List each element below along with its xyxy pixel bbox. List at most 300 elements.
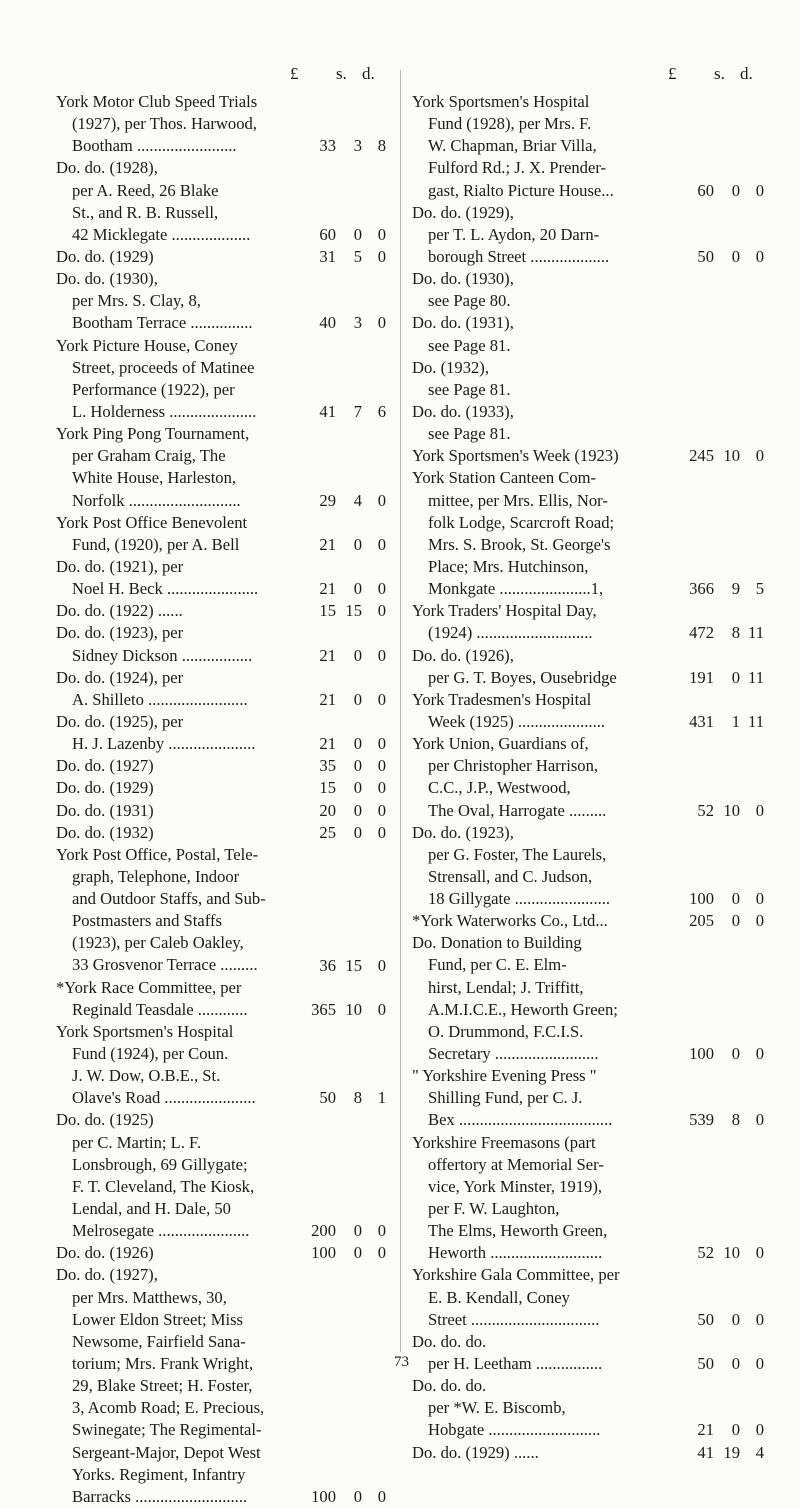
- ledger-entry: [56, 1109, 386, 1242]
- entry-line: see Page 80.: [428, 291, 511, 311]
- pence-value: 6: [377, 401, 386, 421]
- left-column: [56, 64, 386, 1508]
- entry-amount: [290, 955, 386, 977]
- shillings-value: 15: [345, 955, 362, 975]
- pence-value: 0: [755, 1309, 764, 1329]
- pounds-value: 100: [689, 889, 714, 909]
- entry-amount: [290, 999, 386, 1021]
- entry-amount: [290, 578, 386, 600]
- entry-line: Postmasters and Staffs: [72, 911, 222, 931]
- entry-amount: [290, 645, 386, 667]
- entry-line: hirst, Lendal; J. Triffitt,: [428, 977, 584, 997]
- entry-line: Do. do. (1922) ......: [56, 601, 183, 621]
- pounds-value: 431: [689, 711, 714, 731]
- entry-line: Yorks. Regiment, Infantry: [72, 1464, 246, 1484]
- entry-line: Do. do. (1921), per: [56, 556, 184, 576]
- pounds-value: 33: [319, 136, 336, 156]
- entry-line: per F. W. Laughton,: [428, 1199, 560, 1219]
- entry-line: F. T. Cleveland, The Kiosk,: [72, 1176, 255, 1196]
- pounds-value: 50: [697, 1354, 714, 1374]
- ledger-entry: [412, 822, 764, 911]
- pence-value: 8: [377, 136, 386, 156]
- entry-line: C.C., J.P., Westwood,: [428, 778, 571, 798]
- entry-amount: [668, 1242, 764, 1264]
- entry-line: Do. do. (1929): [56, 246, 154, 266]
- entry-line: and Outdoor Staffs, and Sub-: [72, 889, 266, 909]
- entry-amount: [668, 1109, 764, 1131]
- entry-line: Week (1925) .....................: [428, 711, 606, 731]
- pence-value: 0: [755, 180, 764, 200]
- entry-line: Bex .....................................: [428, 1110, 613, 1130]
- entry-amount: [290, 224, 386, 246]
- pounds-value: 21: [319, 534, 336, 554]
- entry-amount: [668, 910, 764, 932]
- entry-line: folk Lodge, Scarcroft Road;: [428, 512, 615, 532]
- pence-value: 0: [377, 1486, 386, 1506]
- pence-value: 0: [755, 911, 764, 931]
- entry-line: Barracks ...........................: [72, 1486, 248, 1506]
- ledger-entry: [412, 401, 764, 445]
- shillings-value: 0: [353, 778, 362, 798]
- ledger-entry: [56, 157, 386, 246]
- ledger-entry: [56, 600, 386, 622]
- pence-value: 0: [377, 534, 386, 554]
- shillings-value: 0: [353, 534, 362, 554]
- pounds-value: 21: [319, 645, 336, 665]
- pence-value: 0: [755, 889, 764, 909]
- entry-line: Do. do. (1931),: [412, 313, 514, 333]
- pounds-value: 52: [697, 800, 714, 820]
- entry-amount: [290, 401, 386, 423]
- entry-line: Do. do. (1928),: [56, 158, 158, 178]
- pence-value: 11: [748, 711, 764, 731]
- entry-amount: [668, 1419, 764, 1441]
- page-number: 73: [394, 1354, 409, 1370]
- entry-line: mittee, per Mrs. Ellis, Nor-: [428, 490, 608, 510]
- entry-line: York Picture House, Coney: [56, 335, 238, 355]
- entry-line: The Oval, Harrogate .........: [428, 800, 607, 820]
- entry-line: Do. do. (1930),: [412, 269, 514, 289]
- shillings-value: 8: [731, 1110, 740, 1130]
- shillings-value: 0: [353, 756, 362, 776]
- pounds-value: 21: [319, 579, 336, 599]
- entry-line: graph, Telephone, Indoor: [72, 866, 240, 886]
- pence-value: 1: [377, 1088, 386, 1108]
- entry-amount: [290, 246, 386, 268]
- pence-value: 0: [377, 601, 386, 621]
- entry-line: Fund, per C. E. Elm-: [428, 955, 567, 975]
- shillings-value: 5: [353, 246, 362, 266]
- entry-line: per Christopher Harrison,: [428, 756, 599, 776]
- entry-amount: [290, 1486, 386, 1508]
- entry-amount: [290, 490, 386, 512]
- ledger-entry: [412, 312, 764, 356]
- entry-line: York Sportsmen's Week (1923): [412, 446, 619, 466]
- right-column: [412, 64, 764, 1464]
- entry-line: 42 Micklegate ...................: [72, 224, 251, 244]
- ledger-entry: [412, 1264, 764, 1330]
- shillings-value: 0: [731, 911, 740, 931]
- entry-line: *York Race Committee, per: [56, 977, 242, 997]
- entry-line: Heworth ...........................: [428, 1243, 603, 1263]
- entry-line: Do. do. (1931): [56, 800, 154, 820]
- ledger-entry: [412, 1442, 764, 1464]
- column-divider: [400, 70, 401, 1352]
- pence-value: 0: [377, 1221, 386, 1241]
- entry-line: O. Drummond, F.C.I.S.: [428, 1021, 584, 1041]
- entry-line: Do. do. (1927): [56, 756, 154, 776]
- entry-line: Fund (1928), per Mrs. F.: [428, 114, 592, 134]
- pence-value: 0: [377, 756, 386, 776]
- entry-line: offertory at Memorial Ser-: [428, 1154, 604, 1174]
- entry-line: Street, proceeds of Matinee: [72, 357, 255, 377]
- ledger-entry: [412, 733, 764, 822]
- pounds-value: 21: [319, 734, 336, 754]
- entry-line: per G. T. Boyes, Ousebridge: [428, 667, 617, 687]
- entry-amount: [290, 534, 386, 556]
- entry-line: Sergeant-Major, Depot West: [72, 1442, 261, 1462]
- entry-line: per G. Foster, The Laurels,: [428, 844, 607, 864]
- shillings-value: 1: [731, 711, 740, 731]
- shillings-value: 0: [353, 800, 362, 820]
- pounds-value: 472: [689, 623, 714, 643]
- pence-value: 0: [377, 734, 386, 754]
- entry-line: Fund, (1920), per A. Bell: [72, 534, 240, 554]
- entry-line: (1923), per Caleb Oakley,: [72, 933, 244, 953]
- pence-value: 11: [748, 623, 764, 643]
- pounds-value: 25: [319, 822, 336, 842]
- entry-amount: [668, 1043, 764, 1065]
- pounds-value: 41: [319, 401, 336, 421]
- ledger-entry: [412, 1375, 764, 1441]
- entry-line: Lendal, and H. Dale, 50: [72, 1199, 231, 1219]
- entry-line: Do. do. (1930),: [56, 269, 158, 289]
- entry-line: Fund (1924), per Coun.: [72, 1044, 229, 1064]
- shillings-value: 0: [731, 667, 740, 687]
- entry-line: Fulford Rd.; J. X. Prender-: [428, 158, 607, 178]
- entry-line: York Motor Club Speed Trials: [56, 92, 258, 111]
- entry-line: White House, Harleston,: [72, 468, 237, 488]
- entry-line: Olave's Road ......................: [72, 1088, 256, 1108]
- ledger-entry: [56, 512, 386, 556]
- pence-value: 0: [377, 246, 386, 266]
- entry-line: Do. do. (1923), per: [56, 623, 184, 643]
- entry-line: " Yorkshire Evening Press ": [412, 1066, 597, 1086]
- ledger-entry: [56, 777, 386, 799]
- shillings-value: 10: [345, 999, 362, 1019]
- shillings-header: s.: [714, 64, 725, 83]
- entry-line: Melrosegate ......................: [72, 1221, 250, 1241]
- entry-line: (1924) ............................: [428, 623, 593, 643]
- shillings-value: 0: [353, 689, 362, 709]
- ledger-entry: [56, 667, 386, 711]
- entry-line: 18 Gillygate .......................: [428, 889, 611, 909]
- pounds-value: 50: [697, 247, 714, 266]
- entry-amount: [668, 578, 764, 600]
- entry-line: L. Holderness .....................: [72, 401, 257, 421]
- shillings-value: 8: [731, 623, 740, 643]
- ledger-entry: [412, 645, 764, 689]
- entry-amount: [668, 246, 764, 268]
- entry-line: Do. do. (1927),: [56, 1265, 158, 1285]
- entry-line: York Sportsmen's Hospital: [412, 92, 590, 111]
- entry-line: York Tradesmen's Hospital: [412, 689, 592, 709]
- shillings-value: 8: [353, 1088, 362, 1108]
- entry-line: per C. Martin; L. F.: [72, 1132, 202, 1152]
- pence-value: 0: [377, 490, 386, 510]
- pounds-value: 50: [697, 1309, 714, 1329]
- shillings-value: 0: [353, 734, 362, 754]
- entry-amount: [290, 733, 386, 755]
- entry-line: *York Waterworks Co., Ltd...: [412, 911, 608, 931]
- ledger-entry: [412, 600, 764, 644]
- shillings-value: 19: [723, 1442, 740, 1462]
- entry-amount: [290, 689, 386, 711]
- pence-value: 5: [755, 579, 764, 599]
- entry-line: Yorkshire Gala Committee, per: [412, 1265, 620, 1285]
- ledger-entry: [412, 268, 764, 312]
- entry-line: gast, Rialto Picture House...: [428, 180, 614, 200]
- shillings-value: 0: [353, 1221, 362, 1241]
- entry-line: Newsome, Fairfield Sana-: [72, 1331, 246, 1351]
- ledger-entry: [56, 268, 386, 334]
- pounds-value: 100: [311, 1486, 336, 1506]
- entry-line: Place; Mrs. Hutchinson,: [428, 556, 589, 576]
- shillings-value: 0: [731, 889, 740, 909]
- entry-line: Bootham ........................: [72, 136, 237, 156]
- entry-line: see Page 81.: [428, 335, 511, 355]
- shillings-value: 4: [353, 490, 362, 510]
- entry-amount: [290, 1220, 386, 1242]
- pounds-header: £: [290, 64, 299, 83]
- entry-line: York Post Office Benevolent: [56, 512, 248, 532]
- shillings-value: 3: [353, 136, 362, 156]
- entry-line: vice, York Minster, 1919),: [428, 1176, 603, 1196]
- currency-header: [412, 64, 764, 91]
- shillings-value: 0: [731, 1309, 740, 1329]
- pounds-value: 20: [319, 800, 336, 820]
- entry-amount: [668, 667, 764, 689]
- entry-amount: [668, 800, 764, 822]
- pence-value: 0: [377, 645, 386, 665]
- entry-amount: [668, 888, 764, 910]
- entry-amount: [668, 711, 764, 733]
- pence-value: 0: [377, 822, 386, 842]
- ledger-entry: [412, 1065, 764, 1131]
- entry-line: Do. do. (1926): [56, 1243, 154, 1263]
- entry-line: Do. Donation to Building: [412, 933, 582, 953]
- entry-amount: [668, 180, 764, 202]
- pounds-value: 29: [319, 490, 336, 510]
- pounds-value: 21: [319, 689, 336, 709]
- shillings-value: 15: [345, 601, 362, 621]
- pence-value: 0: [755, 1110, 764, 1130]
- shillings-value: 0: [353, 579, 362, 599]
- pence-value: 0: [755, 247, 764, 266]
- ledger-entry: [56, 844, 386, 977]
- entry-line: The Elms, Heworth Green,: [428, 1221, 608, 1241]
- entry-line: 33 Grosvenor Terrace .........: [72, 955, 258, 975]
- shillings-value: 0: [353, 1486, 362, 1506]
- pence-value: 0: [377, 579, 386, 599]
- entry-amount: [290, 135, 386, 157]
- entry-line: York Sportsmen's Hospital: [56, 1021, 234, 1041]
- entry-line: Lower Eldon Street; Miss: [72, 1309, 243, 1329]
- entry-line: torium; Mrs. Frank Wright,: [72, 1354, 254, 1374]
- entry-line: Mrs. S. Brook, St. George's: [428, 534, 611, 554]
- entry-line: York Post Office, Postal, Tele-: [56, 844, 259, 864]
- ledger-entry: [56, 755, 386, 777]
- entry-line: Do. do. (1932): [56, 822, 154, 842]
- entry-amount: [290, 312, 386, 334]
- pence-header: d.: [362, 64, 375, 83]
- pounds-value: 245: [689, 446, 714, 466]
- entry-line: York Ping Pong Tournament,: [56, 424, 250, 444]
- pounds-value: 52: [697, 1243, 714, 1263]
- shillings-value: 0: [353, 822, 362, 842]
- ledger-entry: [412, 202, 764, 268]
- pence-value: 0: [377, 313, 386, 333]
- entry-line: 3, Acomb Road; E. Precious,: [72, 1398, 265, 1418]
- entry-line: (1927), per Thos. Harwood,: [72, 114, 257, 134]
- pounds-value: 15: [319, 601, 336, 621]
- pence-value: 0: [755, 446, 764, 466]
- pence-value: 0: [755, 1420, 764, 1440]
- entry-line: Shilling Fund, per C. J.: [428, 1088, 583, 1108]
- shillings-value: 0: [731, 247, 740, 266]
- entry-line: Do. do. do.: [412, 1376, 487, 1396]
- entry-amount: [290, 822, 386, 844]
- entry-line: Noel H. Beck ......................: [72, 579, 259, 599]
- shillings-value: 0: [353, 224, 362, 244]
- ledger-entry: [56, 91, 386, 157]
- entry-line: Hobgate ...........................: [428, 1420, 601, 1440]
- shillings-value: 7: [353, 401, 362, 421]
- ledger-entry: [412, 467, 764, 600]
- entry-line: H. J. Lazenby .....................: [72, 734, 256, 754]
- entry-line: Do. do. (1924), per: [56, 667, 184, 687]
- pence-value: 0: [377, 999, 386, 1019]
- shillings-value: 0: [731, 1354, 740, 1374]
- shillings-value: 9: [731, 579, 740, 599]
- pence-value: 11: [748, 667, 764, 687]
- pence-value: 0: [755, 1243, 764, 1263]
- pence-header: d.: [740, 64, 753, 83]
- entry-line: Yorkshire Freemasons (part: [412, 1132, 596, 1152]
- ledger-entry: [56, 800, 386, 822]
- ledger-entry: [56, 335, 386, 424]
- entry-line: A.M.I.C.E., Heworth Green;: [428, 999, 618, 1019]
- ledger-entry: [56, 1021, 386, 1110]
- pence-value: 0: [377, 955, 386, 975]
- pounds-value: 100: [689, 1044, 714, 1064]
- entry-amount: [290, 1242, 386, 1264]
- pounds-value: 205: [689, 911, 714, 931]
- pounds-value: 191: [689, 667, 714, 687]
- entry-line: borough Street ...................: [428, 246, 610, 266]
- ledger-entry: [412, 932, 764, 1065]
- ledger-entry: [412, 910, 764, 932]
- shillings-value: 10: [723, 446, 740, 466]
- entry-line: E. B. Kendall, Coney: [428, 1287, 570, 1307]
- entry-line: 29, Blake Street; H. Foster,: [72, 1376, 253, 1396]
- ledger-entry: [56, 1242, 386, 1264]
- entry-line: J. W. Dow, O.B.E., St.: [72, 1066, 221, 1086]
- pence-value: 0: [755, 1354, 764, 1374]
- pounds-value: 21: [697, 1420, 714, 1440]
- entry-line: Swinegate; The Regimental-: [72, 1420, 262, 1440]
- entry-line: per H. Leetham ................: [428, 1354, 603, 1374]
- entry-line: per Mrs. S. Clay, 8,: [72, 291, 201, 311]
- pounds-value: 60: [319, 224, 336, 244]
- ledger-entry: [56, 556, 386, 600]
- pounds-value: 200: [311, 1221, 336, 1241]
- shillings-header: s.: [336, 64, 347, 83]
- entry-line: Norfolk ...........................: [72, 490, 241, 510]
- pounds-value: 35: [319, 756, 336, 776]
- entry-amount: [290, 800, 386, 822]
- pence-value: 0: [377, 1243, 386, 1263]
- pounds-value: 15: [319, 778, 336, 798]
- ledger-entry: [56, 622, 386, 666]
- ledger-entry: [412, 1331, 764, 1375]
- ledger-entry: [56, 977, 386, 1021]
- entry-amount: [290, 777, 386, 799]
- entry-line: Do. do. (1926),: [412, 645, 514, 665]
- ledger-entry: [56, 711, 386, 755]
- shillings-value: 0: [731, 1420, 740, 1440]
- entry-line: Street ...............................: [428, 1309, 600, 1329]
- shillings-value: 10: [723, 1243, 740, 1263]
- entry-amount: [668, 1309, 764, 1331]
- pounds-value: 366: [689, 579, 714, 599]
- entry-line: Bootham Terrace ...............: [72, 313, 253, 333]
- entry-line: Lonsbrough, 69 Gillygate;: [72, 1154, 248, 1174]
- shillings-value: 0: [731, 1044, 740, 1064]
- ledger-entry: [56, 246, 386, 268]
- entry-amount: [290, 600, 386, 622]
- pence-value: 4: [755, 1442, 764, 1462]
- entry-amount: [290, 755, 386, 777]
- entry-line: Do. do. do.: [412, 1331, 487, 1351]
- entry-line: Do. do. (1929) ......: [412, 1442, 539, 1462]
- entry-line: per Mrs. Matthews, 30,: [72, 1287, 227, 1307]
- entry-line: A. Shilleto ........................: [72, 689, 248, 709]
- entry-line: St., and R. B. Russell,: [72, 202, 219, 222]
- pence-value: 0: [755, 1044, 764, 1064]
- ledger-entry: [412, 689, 764, 733]
- ledger-entry: [56, 822, 386, 844]
- entry-line: per Graham Craig, The: [72, 446, 226, 466]
- shillings-value: 10: [723, 800, 740, 820]
- entry-line: per *W. E. Biscomb,: [428, 1398, 566, 1418]
- entry-amount: [668, 445, 764, 467]
- pounds-value: 36: [319, 955, 336, 975]
- pounds-value: 41: [697, 1442, 714, 1462]
- entry-line: per T. L. Aydon, 20 Darn-: [428, 224, 600, 244]
- pounds-header: £: [668, 64, 677, 83]
- entry-line: Do. do. (1925): [56, 1110, 154, 1130]
- entry-line: see Page 81.: [428, 379, 511, 399]
- currency-header: [56, 64, 386, 91]
- shillings-value: 0: [353, 645, 362, 665]
- pence-value: 0: [377, 224, 386, 244]
- pounds-value: 365: [311, 999, 336, 1019]
- pence-value: 0: [377, 778, 386, 798]
- pounds-value: 100: [311, 1243, 336, 1263]
- entry-line: York Station Canteen Com-: [412, 468, 597, 488]
- shillings-value: 3: [353, 313, 362, 333]
